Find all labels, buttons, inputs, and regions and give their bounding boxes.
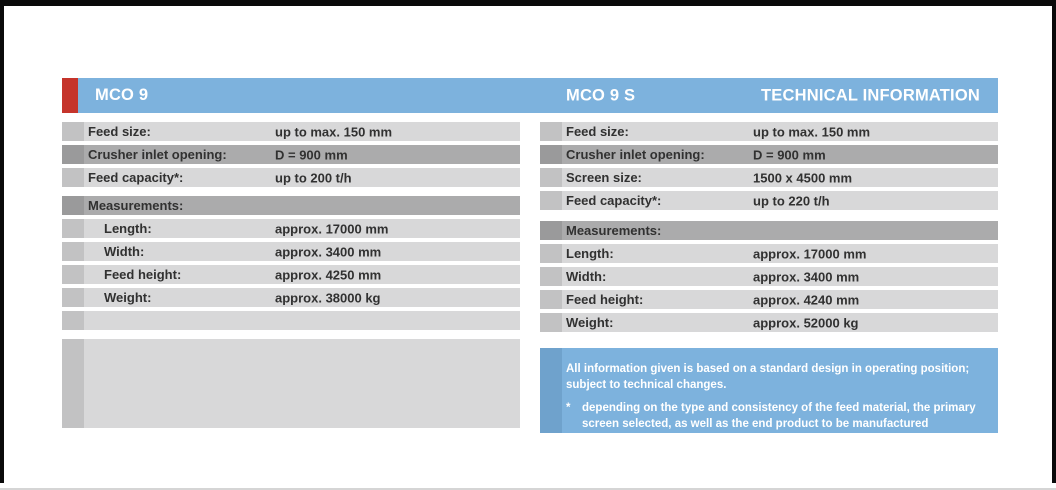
empty-filler-block xyxy=(62,339,520,428)
spec-label: Weight: xyxy=(104,290,152,305)
row-strip xyxy=(540,313,562,332)
spec-label: Length: xyxy=(566,246,614,261)
row-strip xyxy=(540,191,562,210)
spec-label: Feed height: xyxy=(104,267,182,282)
spec-row xyxy=(540,145,998,164)
row-strip xyxy=(62,219,84,238)
spec-label: Length: xyxy=(104,221,152,236)
empty-spec-row xyxy=(62,311,520,330)
spec-value: approx. 4250 mm xyxy=(275,267,382,282)
header-band xyxy=(62,78,998,113)
spec-label: Crusher inlet opening: xyxy=(88,147,227,162)
spec-row xyxy=(540,168,998,187)
spec-value: D = 900 mm xyxy=(753,147,826,162)
spec-row xyxy=(540,191,998,210)
spec-value: approx. 3400 mm xyxy=(753,269,860,284)
row-strip xyxy=(540,145,562,164)
page-frame-right xyxy=(1052,0,1056,483)
spec-label: Feed size: xyxy=(88,124,151,139)
spec-label: Measurements: xyxy=(88,198,184,213)
spec-label: Feed capacity*: xyxy=(88,170,184,185)
page-frame-left xyxy=(0,0,4,483)
header-blue-bar xyxy=(78,78,998,113)
row-strip xyxy=(540,221,562,240)
spec-row xyxy=(540,290,998,309)
spec-value: D = 900 mm xyxy=(275,147,348,162)
spec-label: Measurements: xyxy=(566,223,662,238)
spec-section-header xyxy=(540,221,998,240)
spec-label: Width: xyxy=(104,244,145,259)
row-strip xyxy=(62,288,84,307)
spec-row xyxy=(62,265,520,284)
spec-value: approx. 4240 mm xyxy=(753,292,860,307)
row-strip xyxy=(62,145,84,164)
note-strip xyxy=(540,348,562,433)
model-title-left: MCO 9 xyxy=(95,86,149,104)
row-strip xyxy=(62,339,84,428)
spec-label: Feed size: xyxy=(566,124,629,139)
row-strip xyxy=(62,122,84,141)
spec-value: 1500 x 4500 mm xyxy=(753,170,853,185)
row-strip xyxy=(540,122,562,141)
spec-value: up to max. 150 mm xyxy=(275,124,393,139)
row-strip xyxy=(540,244,562,263)
footnote xyxy=(566,400,984,433)
spec-table-mco9s xyxy=(540,122,998,433)
spec-table-mco9 xyxy=(62,122,520,428)
row-strip xyxy=(62,196,84,215)
spec-label: Screen size: xyxy=(566,170,642,185)
spec-value: approx. 3400 mm xyxy=(275,244,382,259)
red-accent-block xyxy=(62,78,78,113)
model-title-right: MCO 9 S xyxy=(566,86,636,104)
spec-value: up to 200 t/h xyxy=(275,170,352,185)
spec-row xyxy=(62,145,520,164)
spec-value: approx. 17000 mm xyxy=(275,221,389,236)
row-strip xyxy=(540,168,562,187)
spec-row xyxy=(62,242,520,261)
spec-value: approx. 52000 kg xyxy=(753,315,859,330)
spec-row xyxy=(540,313,998,332)
spec-label: Width: xyxy=(566,269,607,284)
spec-row xyxy=(540,122,998,141)
spec-row xyxy=(62,168,520,187)
spec-row xyxy=(540,267,998,286)
spec-row xyxy=(62,122,520,141)
section-title: TECHNICAL INFORMATION xyxy=(761,86,980,104)
footnote-text: depending on the type and consistency of the feed material, the primary screen selected, as well as the end product to be manufactured xyxy=(582,401,976,430)
spec-section-header xyxy=(62,196,520,215)
row-strip xyxy=(62,265,84,284)
disclaimer-content xyxy=(562,348,998,433)
spec-label: Crusher inlet opening: xyxy=(566,147,705,162)
page-frame-top xyxy=(0,0,1056,6)
spec-label: Weight: xyxy=(566,315,614,330)
spec-value: up to 220 t/h xyxy=(753,193,830,208)
row-strip xyxy=(540,267,562,286)
footnote-marker: * xyxy=(566,401,571,414)
row-strip xyxy=(62,168,84,187)
disclaimer-text: All information given is based on a standard design in operating position; subject to technical changes. xyxy=(566,363,970,392)
spec-label: Feed height: xyxy=(566,292,644,307)
row-strip xyxy=(540,290,562,309)
spec-value: approx. 17000 mm xyxy=(753,246,867,261)
spec-value: up to max. 150 mm xyxy=(753,124,871,139)
spec-value: approx. 38000 kg xyxy=(275,290,381,305)
spec-label: Feed capacity*: xyxy=(566,193,662,208)
spec-row xyxy=(540,244,998,263)
row-strip xyxy=(62,311,84,330)
spec-row xyxy=(62,219,520,238)
spec-row xyxy=(62,288,520,307)
disclaimer-note-box xyxy=(540,348,998,433)
row-strip xyxy=(62,242,84,261)
